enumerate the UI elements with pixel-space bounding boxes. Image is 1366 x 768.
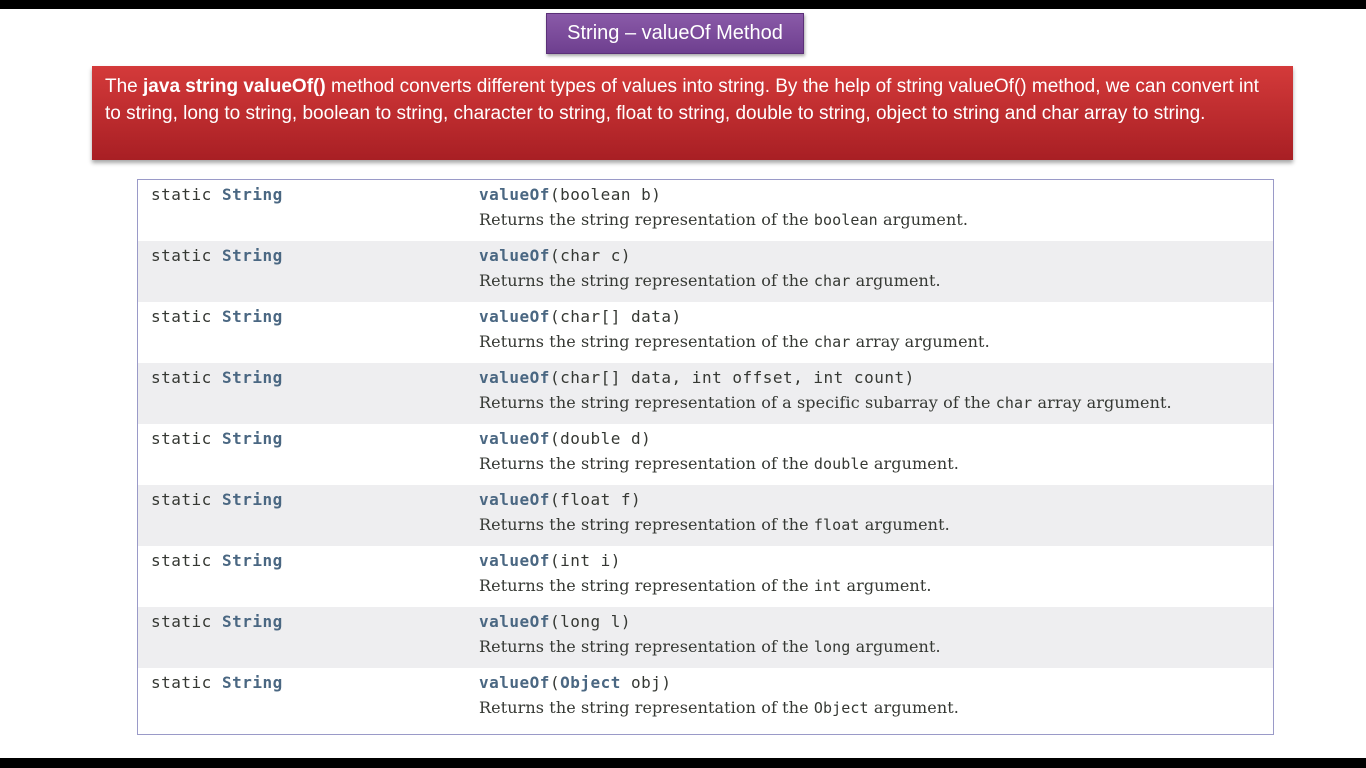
params-open: ( [549, 246, 561, 265]
desc-text: Returns the string representation of the [479, 576, 814, 595]
static-keyword: static [151, 673, 212, 692]
desc-text: Returns the string representation of the [479, 332, 814, 351]
method-row [138, 668, 1273, 729]
static-keyword: static [151, 429, 212, 448]
method-signature [479, 246, 631, 265]
params-rest: int i) [560, 551, 621, 570]
desc-end: array argument. [850, 332, 990, 351]
params-open: ( [549, 551, 561, 570]
params-open: ( [549, 612, 561, 631]
method-row [138, 180, 1273, 241]
slide [0, 9, 1366, 758]
method-signature [479, 429, 651, 448]
method-description [479, 698, 959, 717]
params-rest: char[] data, int offset, int count) [560, 368, 915, 387]
method-row [138, 302, 1273, 363]
method-description [479, 576, 932, 595]
method-name-link[interactable]: valueOf [479, 246, 550, 265]
param-type-link[interactable]: Object [560, 673, 621, 692]
method-name-link[interactable]: valueOf [479, 612, 550, 631]
static-keyword: static [151, 185, 212, 204]
method-description [479, 454, 959, 473]
method-modifier [151, 185, 283, 204]
method-description [479, 393, 1172, 412]
return-type-link[interactable]: String [221, 307, 283, 326]
method-modifier [151, 246, 283, 265]
desc-text: Returns the string representation of the [479, 454, 814, 473]
return-type-link[interactable]: String [221, 673, 283, 692]
desc-text: Returns the string representation of the [479, 210, 814, 229]
static-keyword: static [151, 246, 212, 265]
params-rest: obj) [620, 673, 672, 692]
return-type-link[interactable]: String [221, 246, 283, 265]
params-open: ( [549, 307, 561, 326]
desc-text: Returns the string representation of a specific subarray of the [479, 393, 996, 412]
intro-suffix: method converts different types of values into string. By the help of string valueOf() method, we can convert int to string, long to string, boolean to string, character to string, float to string, double to string, object to string and char array to string. [105, 76, 1259, 124]
desc-text: Returns the string representation of the [479, 637, 814, 656]
return-type-link[interactable]: String [221, 429, 283, 448]
method-row [138, 241, 1273, 302]
method-row [138, 485, 1273, 546]
method-signature [479, 612, 631, 631]
method-signature [479, 368, 915, 387]
desc-end: argument. [850, 271, 941, 290]
desc-code: long [813, 638, 851, 656]
intro-bold: java string valueOf() [143, 76, 326, 97]
method-modifier [151, 307, 283, 326]
method-summary-table [137, 179, 1274, 735]
static-keyword: static [151, 307, 212, 326]
slide-title [546, 13, 804, 54]
params-open: ( [549, 429, 561, 448]
method-row [138, 546, 1273, 607]
method-description [479, 515, 950, 534]
intro-text-box [92, 66, 1293, 160]
method-row [138, 363, 1273, 424]
params-rest: double d) [560, 429, 652, 448]
params-rest: boolean b) [560, 185, 662, 204]
method-modifier [151, 490, 283, 509]
method-modifier [151, 673, 283, 692]
method-name-link[interactable]: valueOf [479, 185, 550, 204]
method-modifier [151, 612, 283, 631]
params-rest: char[] data) [560, 307, 682, 326]
method-name-link[interactable]: valueOf [479, 673, 550, 692]
desc-code: int [813, 577, 842, 595]
params-open: ( [549, 673, 561, 692]
return-type-link[interactable]: String [221, 551, 283, 570]
return-type-link[interactable]: String [221, 490, 283, 509]
method-modifier [151, 368, 283, 387]
params-rest: float f) [560, 490, 642, 509]
desc-end: argument. [859, 515, 950, 534]
static-keyword: static [151, 368, 212, 387]
intro-prefix: The [105, 76, 144, 97]
method-name-link[interactable]: valueOf [479, 551, 550, 570]
method-modifier [151, 429, 283, 448]
method-signature [479, 185, 661, 204]
return-type-link[interactable]: String [221, 185, 283, 204]
params-rest: long l) [560, 612, 632, 631]
method-signature [479, 490, 641, 509]
desc-code: char [813, 272, 851, 290]
method-name-link[interactable]: valueOf [479, 368, 550, 387]
method-name-link[interactable]: valueOf [479, 429, 550, 448]
method-name-link[interactable]: valueOf [479, 490, 550, 509]
static-keyword: static [151, 551, 212, 570]
return-type-link[interactable]: String [221, 368, 283, 387]
params-open: ( [549, 368, 561, 387]
slide-title-text: String – valueOf Method [567, 22, 783, 44]
desc-code: double [813, 455, 869, 473]
method-description [479, 637, 941, 656]
desc-end: argument. [850, 637, 941, 656]
desc-end: array argument. [1032, 393, 1172, 412]
static-keyword: static [151, 612, 212, 631]
desc-end: argument. [877, 210, 969, 229]
method-row [138, 424, 1273, 485]
desc-end: argument. [868, 698, 959, 717]
desc-text: Returns the string representation of the [479, 271, 814, 290]
method-description [479, 210, 968, 229]
method-description [479, 271, 941, 290]
desc-code: float [813, 516, 860, 534]
desc-text: Returns the string representation of the [479, 515, 814, 534]
desc-code: char [813, 333, 851, 351]
method-description [479, 332, 990, 351]
method-signature [479, 307, 682, 326]
params-open: ( [549, 185, 561, 204]
method-row [138, 607, 1273, 668]
method-name-link[interactable]: valueOf [479, 307, 550, 326]
params-open: ( [549, 490, 561, 509]
desc-code: char [995, 394, 1033, 412]
method-modifier [151, 551, 283, 570]
desc-code: boolean [813, 211, 878, 229]
method-signature [479, 673, 672, 692]
method-signature [479, 551, 621, 570]
params-rest: char c) [560, 246, 632, 265]
desc-end: argument. [868, 454, 959, 473]
desc-code: Object [813, 699, 869, 717]
desc-text: Returns the string representation of the [479, 698, 814, 717]
return-type-link[interactable]: String [221, 612, 283, 631]
desc-end: argument. [841, 576, 932, 595]
static-keyword: static [151, 490, 212, 509]
